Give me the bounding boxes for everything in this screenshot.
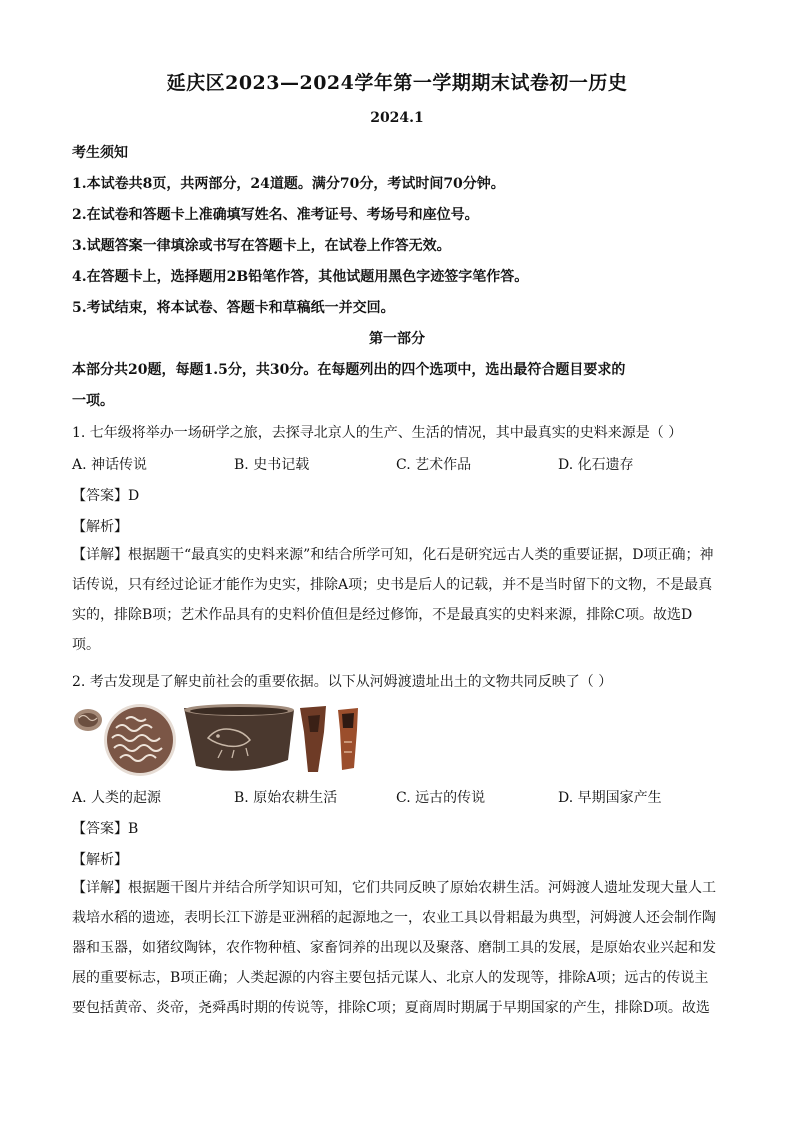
option-d: D. 早期国家产生 [558, 790, 662, 806]
part-heading: 第一部分 [369, 331, 425, 347]
detail-line: 器和玉器，如猪纹陶钵，农作物种植、家畜饲养的出现以及聚落、磨制工具的发展，是原始农业兴起和发 [72, 940, 716, 956]
question-stem: 1. 七年级将举办一场研学之旅，去探寻北京人的生产、生活的情况，其中最真实的史料来源是（ ） [72, 425, 683, 441]
notice-item: 3.试题答案一律填涂或书写在答题卡上，在试卷上作答无效。 [72, 238, 451, 254]
detail-line: 项。 [72, 637, 100, 653]
analysis-label: 【解析】 [72, 519, 128, 535]
exam-date: 2024.1 [370, 110, 424, 126]
detail-line: 栽培水稻的遗迹，表明长江下游是亚洲稻的起源地之一，农业工具以骨耜最为典型，河姆渡人还会制作陶 [72, 910, 716, 926]
detail-line: 话传说，只有经过论证才能作为史实，排除A项；史书是后人的记载，并不是当时留下的文物，不是最真 [72, 577, 713, 593]
option-a: A. 人类的起源 [72, 790, 162, 806]
option-a: A. 神话传说 [72, 457, 148, 473]
detail-paragraph [72, 540, 722, 660]
notice-item: 2.在试卷和答题卡上准确填写姓名、准考证号、考场号和座位号。 [72, 207, 479, 223]
notice-heading: 考生须知 [72, 145, 128, 161]
question-stem: 2. 考古发现是了解史前社会的重要依据。以下从河姆渡遗址出土的文物共同反映了（ ） [72, 674, 613, 690]
detail-line: 实的，排除B项；艺术作品具有的史料价值但是经过修饰，不是最真实的史料来源，排除C项。故选D [72, 607, 693, 623]
option-c: C. 艺术作品 [396, 457, 472, 473]
part-instruction-line: 一项。 [72, 393, 114, 409]
detail-paragraph [72, 873, 722, 1023]
answer-label: 【答案】D [72, 488, 140, 504]
detail-line: 展的重要标志，B项正确；人类起源的内容主要包括元谋人、北京人的发现等，排除A项；远古的传说主 [72, 970, 709, 986]
detail-line: 要包括黄帝、炎帝，尧舜禹时期的传说等，排除C项；夏商周时期属于早期国家的产生，排除D项。故选 [72, 1000, 710, 1016]
notice-item: 1.本试卷共8页，共两部分，24道题。满分70分，考试时间70分钟。 [72, 176, 505, 192]
detail-line: 【详解】根据题干图片并结合所学知识可知，它们共同反映了原始农耕生活。河姆渡人遗址发现大量人工 [72, 880, 716, 896]
analysis-label: 【解析】 [72, 852, 128, 868]
pig-pattern-pottery-bowl [184, 704, 294, 771]
detail-line: 【详解】根据题干“最真实的史料来源”和结合所学可知，化石是研究远古人类的重要证据，D项正确；神 [72, 547, 714, 563]
option-d: D. 化石遗存 [558, 457, 634, 473]
notice-item: 5.考试结束，将本试卷、答题卡和草稿纸一并交回。 [72, 300, 395, 316]
notice-item: 4.在答题卡上，选择题用2B铅笔作答，其他试题用黑色字迹签字笔作答。 [72, 269, 529, 285]
bone-si-tools [300, 706, 358, 772]
rice-grains-disc [104, 704, 176, 776]
option-b: B. 原始农耕生活 [234, 790, 338, 806]
answer-label: 【答案】B [72, 821, 139, 837]
option-c: C. 远古的传说 [396, 790, 486, 806]
option-b: B. 史书记载 [234, 457, 310, 473]
part-instruction-line: 本部分共20题，每题1.5分，共30分。在每题列出的四个选项中，选出最符合题目要求的 [72, 362, 626, 378]
carbonized-rice-closeup [74, 709, 102, 731]
artifact-photo-strip [72, 702, 362, 778]
artifact-images [72, 702, 362, 778]
exam-title: 延庆区2023—2024学年第一学期期末试卷初一历史 [166, 72, 628, 94]
